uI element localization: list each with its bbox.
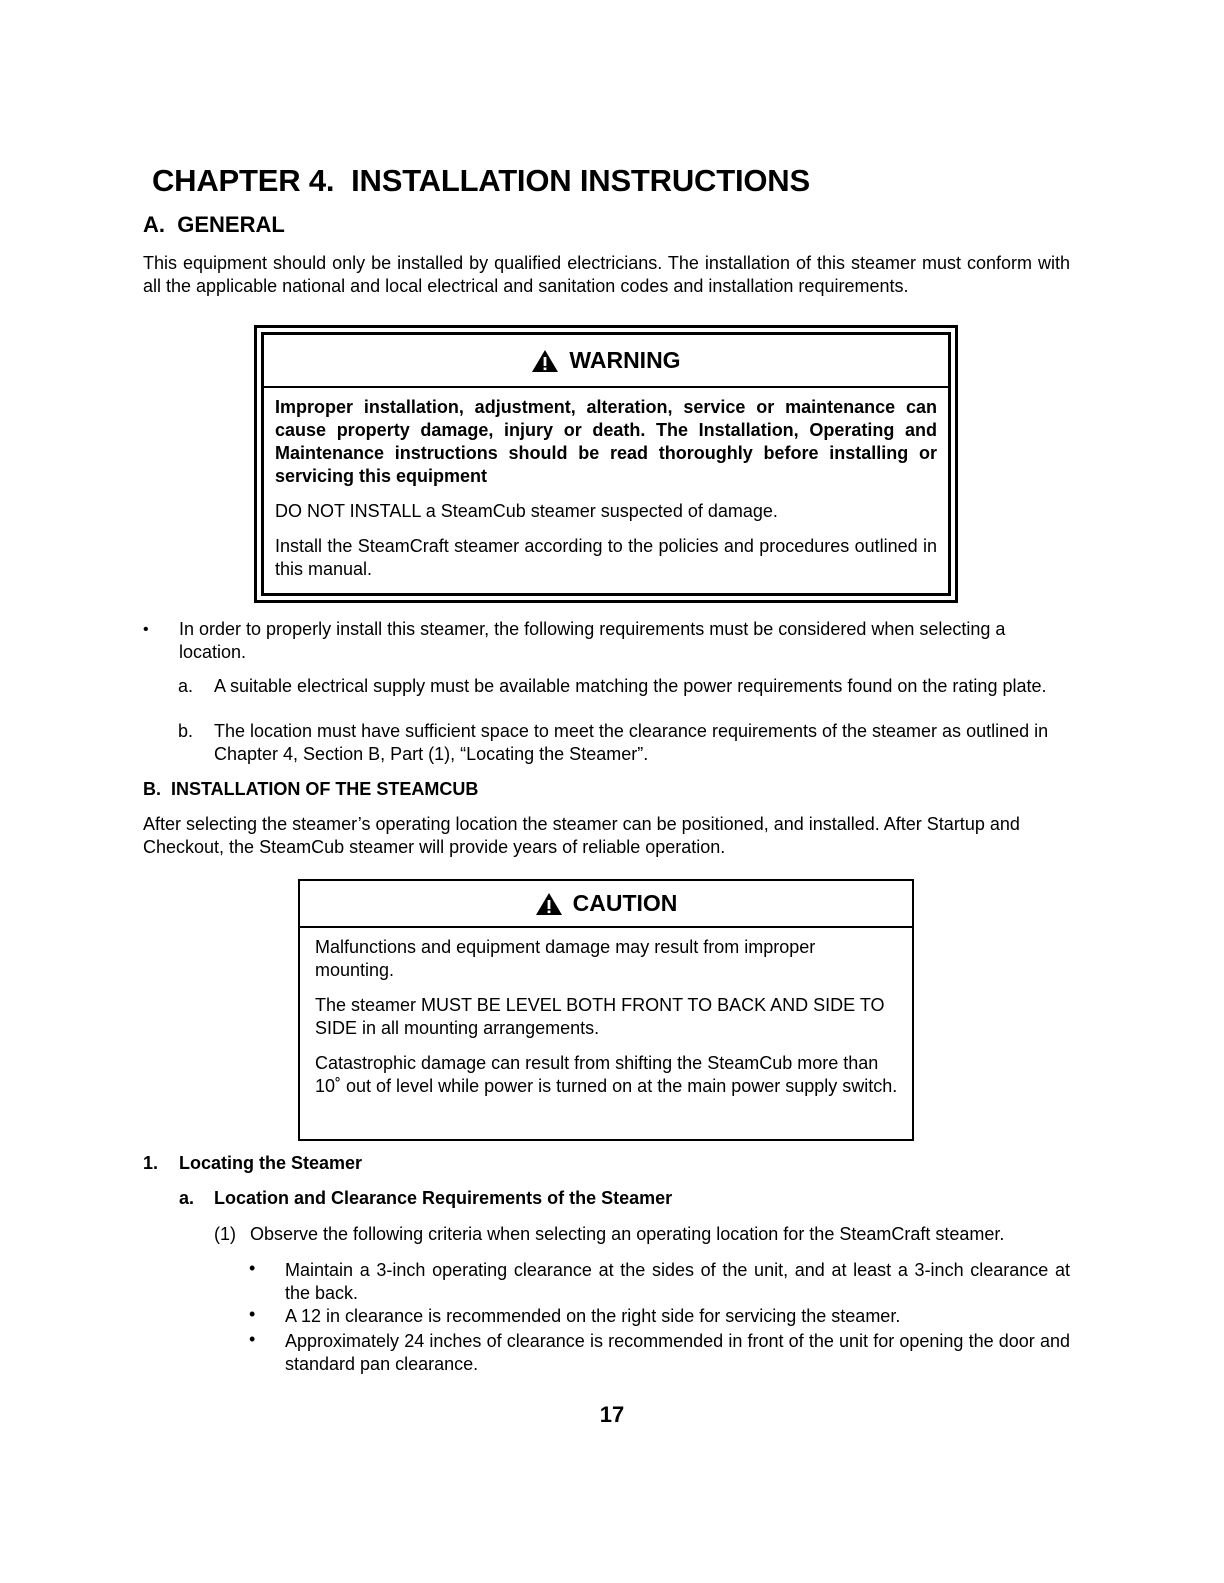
locating-number: 1. bbox=[143, 1153, 159, 1173]
warning-paragraph: DO NOT INSTALL a SteamCub steamer suspected of damage. bbox=[275, 501, 778, 521]
warning-triangle-icon bbox=[535, 892, 563, 916]
section-b-heading: B. INSTALLATION OF THE STEAMCUB bbox=[143, 779, 479, 799]
criteria-text: Observe the following criteria when selecting an operating location for the SteamCraft steamer. bbox=[250, 1224, 1005, 1244]
caution-header bbox=[300, 881, 912, 928]
warning-box bbox=[254, 325, 958, 603]
caution-title: CAUTION bbox=[572, 890, 678, 916]
clearance-sub-heading: Location and Clearance Requirements of the Steamer bbox=[214, 1188, 673, 1208]
bullet-icon: • bbox=[249, 1258, 256, 1278]
warning-header bbox=[264, 335, 948, 388]
criteria-item bbox=[214, 1223, 1074, 1246]
page-number: 17 bbox=[599, 1402, 625, 1427]
bullet-icon: • bbox=[249, 1329, 256, 1349]
bullet-icon: • bbox=[143, 621, 149, 638]
criteria-label: (1) bbox=[214, 1224, 236, 1244]
warning-body bbox=[264, 388, 948, 581]
clearance-bullet bbox=[249, 1305, 1070, 1328]
installation-intro-paragraph: After selecting the steamer’s operating location the steamer can be positioned, and installed. After Startup and Checkout, the SteamCub steamer will provide years of reliable operation. bbox=[143, 814, 1020, 857]
caution-body bbox=[300, 928, 912, 1098]
locating-heading: Locating the Steamer bbox=[179, 1153, 363, 1173]
warning-box-inner bbox=[261, 332, 951, 596]
warning-paragraph: Install the SteamCraft steamer according to the policies and procedures outlined in this manual. bbox=[275, 536, 937, 579]
bullet-icon: • bbox=[249, 1304, 256, 1324]
warning-paragraph: Improper installation, adjustment, alteration, service or maintenance can cause property damage, injury or death. The Installation, Operating and Maintenance instructions should be read thoroughly before installing or servicing this equipment bbox=[275, 397, 937, 486]
caution-paragraph: Catastrophic damage can result from shifting the SteamCub more than 10˚ out of level while power is turned on at the main power supply switch. bbox=[315, 1053, 898, 1096]
requirement-item-text: A suitable electrical supply must be available matching the power requirements found on the rating plate. bbox=[214, 676, 1047, 696]
clearance-bullet-text: A 12 in clearance is recommended on the right side for servicing the steamer. bbox=[285, 1306, 901, 1326]
requirements-text: In order to properly install this steamer, the following requirements must be considered when selecting a location. bbox=[179, 619, 1006, 662]
section-a-heading: A. GENERAL bbox=[143, 212, 285, 237]
clearance-bullet-text: Maintain a 3-inch operating clearance at the sides of the unit, and at least a 3-inch clearance at the back. bbox=[285, 1260, 1070, 1303]
caution-paragraph: Malfunctions and equipment damage may result from improper mounting. bbox=[315, 937, 816, 980]
clearance-bullet-text: Approximately 24 inches of clearance is recommended in front of the unit for opening the door and standard pan clearance. bbox=[285, 1331, 1070, 1374]
requirement-item-label: a. bbox=[178, 676, 194, 696]
general-intro-paragraph: This equipment should only be installed by qualified electricians. The installation of this steamer must conform with all the applicable national and local electrical and sanitation codes and installation requirements. bbox=[143, 253, 1070, 296]
requirement-item bbox=[178, 675, 1070, 721]
chapter-title: CHAPTER 4. INSTALLATION INSTRUCTIONS bbox=[152, 163, 810, 198]
requirement-item-text: The location must have sufficient space to meet the clearance requirements of the steamer as outlined in Chapter 4, Section B, Part (1), “Locating the Steamer”. bbox=[214, 721, 1049, 764]
caution-paragraph: The steamer MUST BE LEVEL BOTH FRONT TO BACK AND SIDE TO SIDE in all mounting arrangements. bbox=[315, 995, 885, 1038]
requirements-bullet bbox=[143, 618, 1070, 664]
clearance-sub-label: a. bbox=[179, 1188, 195, 1208]
clearance-bullet bbox=[249, 1330, 1070, 1376]
warning-title: WARNING bbox=[569, 347, 681, 373]
requirement-item bbox=[178, 720, 1070, 766]
requirement-item-label: b. bbox=[178, 721, 194, 741]
warning-triangle-icon bbox=[531, 349, 559, 373]
caution-box bbox=[298, 879, 914, 1141]
clearance-bullet bbox=[249, 1259, 1070, 1305]
